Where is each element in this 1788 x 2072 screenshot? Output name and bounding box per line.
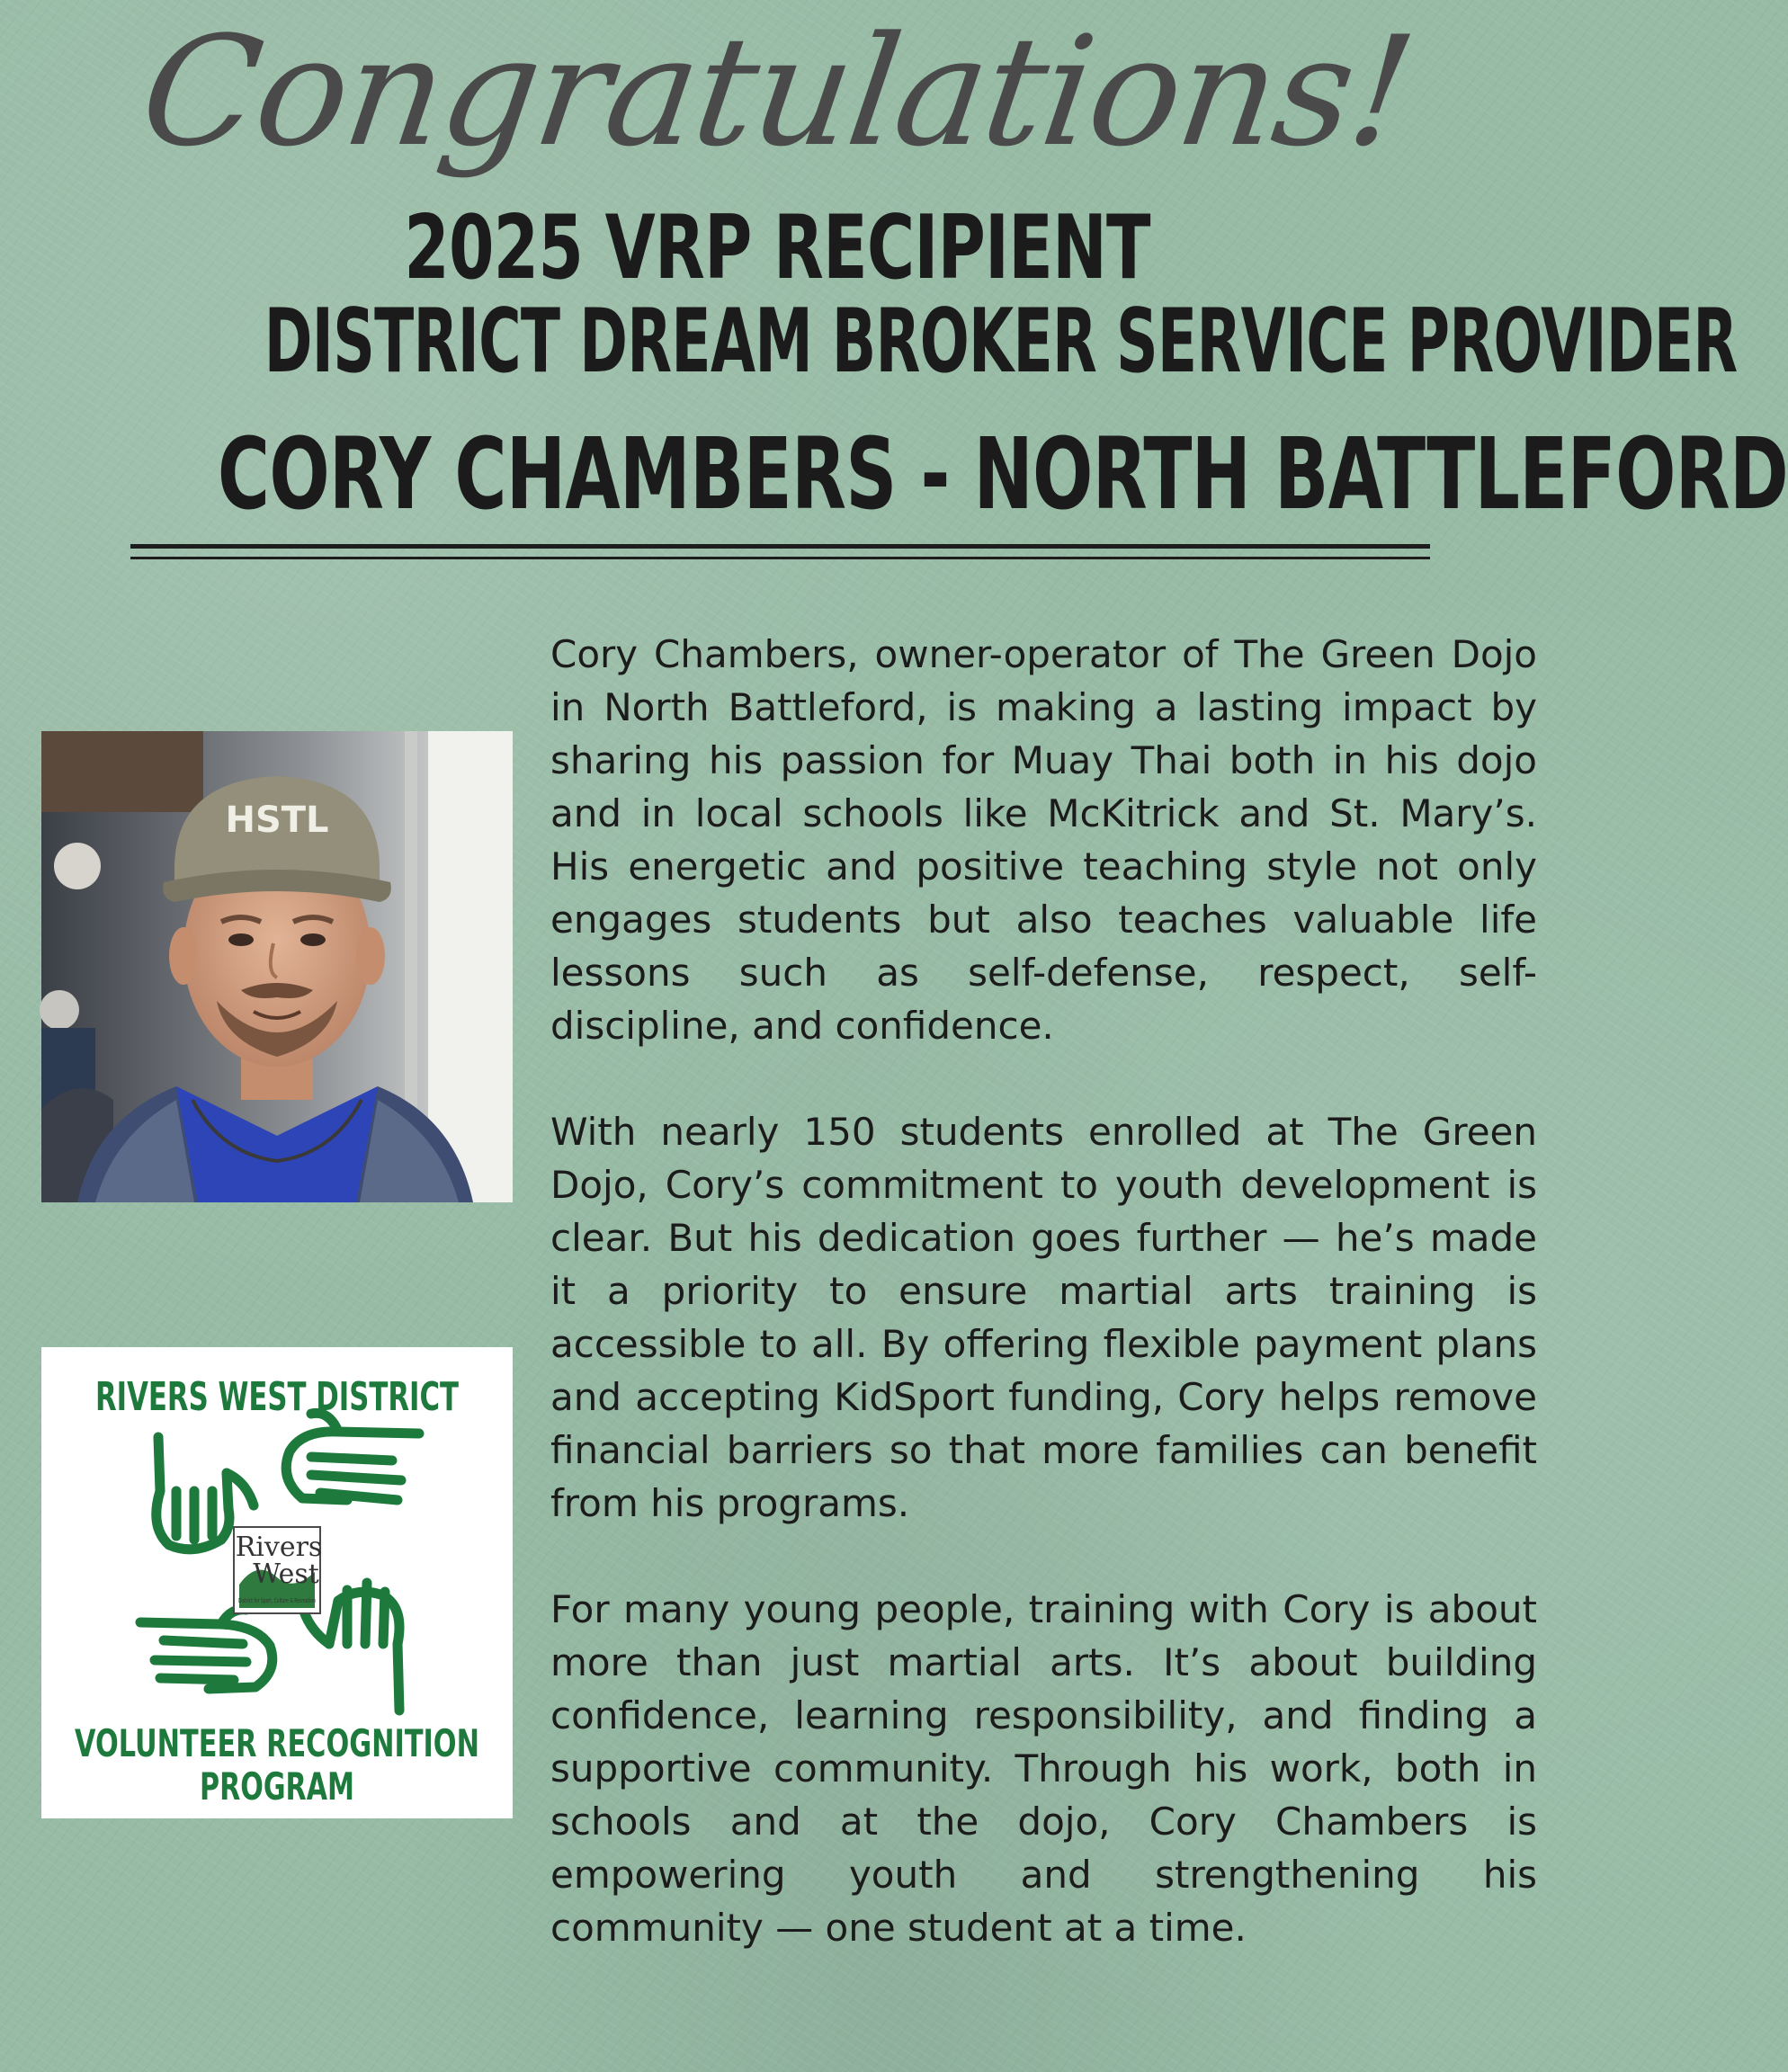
vrp-logo [41,1347,513,1818]
logo-bottom-line2: PROGRAM [200,1764,354,1809]
logo-top-text: RIVERS WEST DISTRICT [95,1374,459,1420]
award-category-heading: DISTRICT DREAM BROKER SERVICE PROVIDER [264,290,1738,393]
logo-bottom-line1: VOLUNTEER RECOGNITION [75,1721,479,1765]
logo-center-line2: West [253,1558,319,1590]
heading-divider-top [130,544,1430,549]
recipient-year-heading: 2025 VRP RECIPIENT [404,197,1150,299]
article-body [550,628,1537,1954]
body-paragraph: For many young people, training with Cory is about more than just martial arts. It’s about building confidence, learning responsibility, and finding a supportive community. Through his work, both in schools and at the dojo, Cory Chambers is empowering youth and strengthening his community — one student at a time. [550,1587,1537,1950]
body-paragraph: Cory Chambers, owner-operator of The Green Dojo in North Battleford, is making a lasting impact by sharing his passion for Muay Thai both in his dojo and in local schools like McKitrick and St. Mary’s. His energetic and positive teaching style not only engages students but also teaches valuable life lessons such as self-defense, respect, self-discipline, and confidence. [550,632,1537,1048]
body-paragraph: With nearly 150 students enrolled at The Green Dojo, Cory’s commitment to youth development is clear. But his dedication goes further — he’s made it a priority to ensure martial arts training is accessible to all. By offering flexible payment plans and accepting KidSport funding, Cory helps remove financial barriers so that more families can benefit from his programs. [550,1110,1537,1525]
recipient-photo [41,731,513,1202]
recipient-name-heading: CORY CHAMBERS - NORTH BATTLEFORD [217,416,1788,531]
logo-center-sub: District for Sport, Culture & Recreation [238,1597,316,1604]
heading-divider-bottom [130,557,1430,559]
logo-center-line1: Rivers [235,1532,323,1563]
cap-text: HSTL [225,799,329,841]
congratulations-title: Congratulations! [131,4,1423,180]
